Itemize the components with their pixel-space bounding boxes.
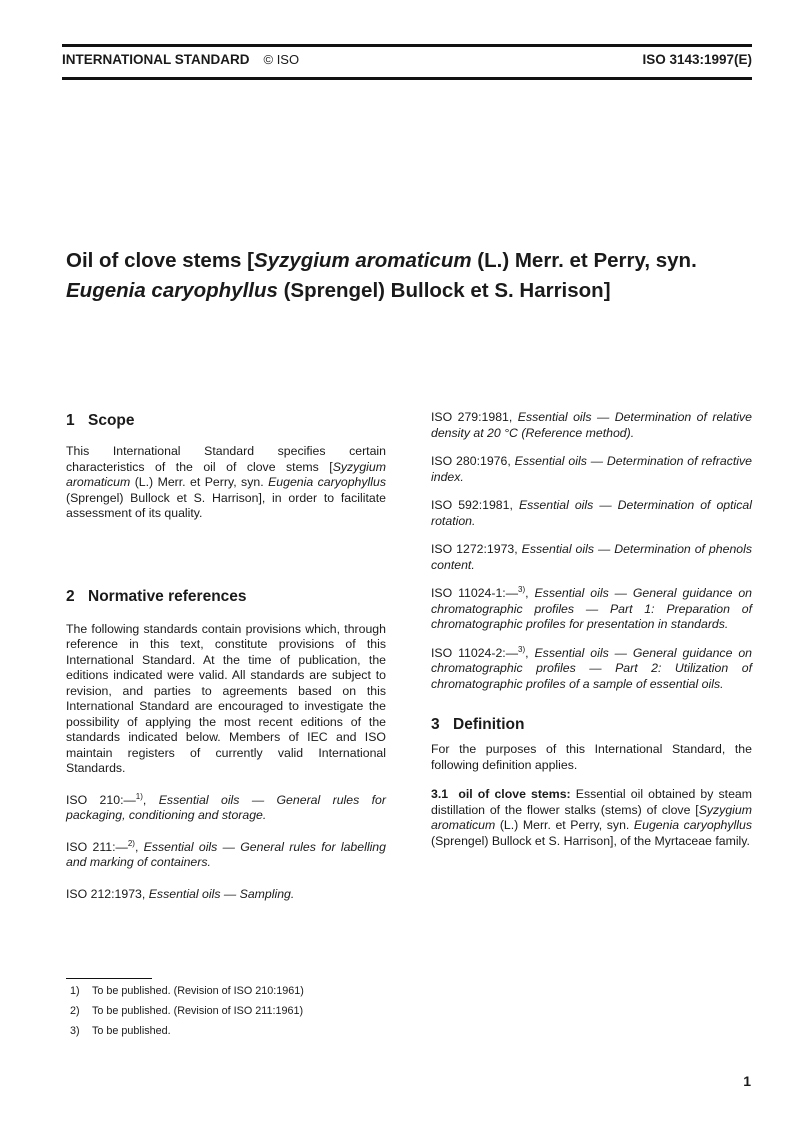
reference-separator: , — [509, 498, 519, 512]
definition-entry — [431, 787, 752, 849]
reference-item — [431, 542, 752, 573]
scope-text-e: (Sprengel) Bullock et S. Harrison], in order to facilitate assessment of its quality. — [66, 490, 386, 520]
section-title: Normative references — [88, 587, 247, 605]
page-number: 1 — [743, 1073, 751, 1089]
footnote-item — [70, 1005, 410, 1025]
reference-item — [66, 887, 386, 903]
definition-species-italic: Syzygium aromaticum — [431, 802, 752, 832]
footnote-text: To be published. (Revision of ISO 211:1961) — [92, 1005, 304, 1017]
title-part-5: (Sprengel) Bullock et S. Harrison] — [277, 279, 611, 302]
definition-text-c: (L.) Merr. et Perry, syn. — [495, 818, 634, 832]
reference-title: Essential oils — Determination of optical rotation. — [431, 498, 753, 528]
reference-separator: , — [142, 792, 159, 807]
left-column — [66, 412, 386, 902]
reference-separator: , — [141, 886, 149, 901]
footnote-item — [70, 1025, 410, 1045]
footnote-number: 2) — [70, 1005, 80, 1017]
definition-text-e: (Sprengel) Bullock et S. Harrison], of the Myrtaceae family. — [431, 833, 750, 848]
section-scope-heading — [66, 412, 386, 430]
reference-title: Essential oils — Determination of refractive index. — [431, 454, 752, 484]
footnote-number: 1) — [70, 985, 80, 997]
header-rule-bottom — [62, 77, 752, 80]
reference-title: Essential oils — General rules for packaging, conditioning and storage. — [66, 792, 386, 822]
reference-item — [66, 840, 386, 871]
header-doc-type — [62, 52, 299, 67]
section-title: Scope — [88, 412, 135, 429]
reference-id: ISO 279:1981 — [431, 410, 509, 424]
reference-id: ISO 280:1976 — [431, 454, 508, 468]
reference-title: Essential oils — General guidance on chromatographic profiles — Part 2: Utilization of chromatographic profiles of a sample of essential oils. — [431, 645, 752, 691]
reference-footnote-mark: 3) — [518, 584, 526, 594]
reference-id: ISO 11024-2:— — [431, 645, 519, 660]
reference-id: ISO 212:1973 — [66, 886, 142, 901]
reference-title: Essential oils — General guidance on chromatographic profiles — Part 1: Preparation of chromatographic profiles for presentation in standards. — [431, 586, 752, 631]
reference-separator: , — [508, 410, 518, 424]
footnote-item — [70, 985, 410, 1005]
section-definition-heading — [431, 716, 752, 734]
scope-synonym-italic: Eugenia caryophyllus — [268, 475, 386, 489]
section-normative-heading — [66, 588, 386, 606]
scope-text-a: This International Standard specifies certain characteristics of the oil of clove stems [ — [66, 444, 386, 474]
section-title: Definition — [453, 716, 525, 733]
normative-intro: The following standards contain provisions which, through reference in this text, constitute provisions of this International Standard. At the time of publication, the editions indicated were valid. All standards are subject to revision, and parties to agreements based on this International Standard are encouraged to investigate the possibility of applying the most recent editions of the standards indicated below. Members of IEC and ISO maintain registers of currently valid International Standards. — [66, 621, 386, 775]
reference-separator: , — [134, 839, 144, 854]
footnote-separator — [66, 978, 152, 979]
header-doc-type-text: INTERNATIONAL STANDARD — [62, 52, 250, 67]
footnotes — [70, 985, 410, 1045]
reference-item — [431, 586, 752, 633]
title-part-1: Oil of clove stems [ — [66, 249, 254, 272]
document-title — [66, 246, 756, 306]
reference-separator: , — [525, 645, 535, 660]
reference-separator: , — [514, 542, 522, 556]
definition-intro: For the purposes of this International Standard, the following definition applies. — [431, 742, 752, 772]
section-number: 3 — [431, 716, 440, 733]
definition-text-a: Essential oil obtained by steam distillation of the flower stalks (stems) of clove [ — [431, 787, 752, 817]
reference-footnote-mark: 1) — [135, 791, 143, 801]
running-header — [62, 52, 752, 72]
reference-item — [431, 410, 752, 441]
reference-id: ISO 11024-1:— — [431, 586, 519, 600]
reference-item — [431, 498, 752, 529]
header-copyright: © ISO — [263, 52, 300, 67]
reference-title: Essential oils — Determination of phenols content. — [431, 542, 753, 572]
reference-item — [431, 454, 752, 485]
reference-separator: , — [525, 586, 535, 600]
scope-text-c: (L.) Merr. et Perry, syn. — [130, 475, 269, 489]
title-species-italic: Syzygium aromaticum — [253, 249, 472, 272]
reference-separator: , — [507, 454, 515, 468]
header-standard-number: ISO 3143:1997(E) — [642, 52, 752, 67]
reference-footnote-mark: 2) — [127, 838, 135, 848]
header-rule-top — [62, 44, 752, 47]
definition-synonym-italic: Eugenia caryophyllus — [633, 818, 752, 832]
right-column — [431, 410, 752, 849]
reference-id: ISO 211:— — [66, 839, 128, 854]
definition-term: oil of clove stems: — [458, 787, 571, 801]
reference-footnote-mark: 3) — [518, 644, 526, 654]
reference-item — [431, 646, 752, 693]
section-number: 2 — [66, 587, 75, 605]
reference-id: ISO 592:1981 — [431, 498, 510, 512]
title-synonym-italic: Eugenia caryophyllus — [66, 279, 278, 302]
reference-title: Essential oils — Determination of relative density at 20 °C (Reference method). — [431, 410, 752, 440]
scope-species-italic: Syzygium aromaticum — [66, 459, 386, 489]
scope-paragraph — [66, 444, 386, 522]
reference-title: Essential oils — General rules for labelling and marking of containers. — [66, 839, 386, 869]
footnote-number: 3) — [70, 1025, 80, 1037]
title-part-3: (L.) Merr. et Perry, syn. — [471, 249, 697, 272]
definition-number: 3.1 — [431, 787, 449, 801]
reference-id: ISO 1272:1973 — [431, 542, 515, 556]
reference-title: Essential oils — Sampling. — [148, 886, 295, 901]
reference-id: ISO 210:— — [66, 792, 136, 807]
footnote-text: To be published. — [92, 1025, 171, 1037]
section-number: 1 — [66, 412, 75, 429]
footnote-text: To be published. (Revision of ISO 210:1961) — [92, 985, 304, 997]
reference-item — [66, 793, 386, 824]
